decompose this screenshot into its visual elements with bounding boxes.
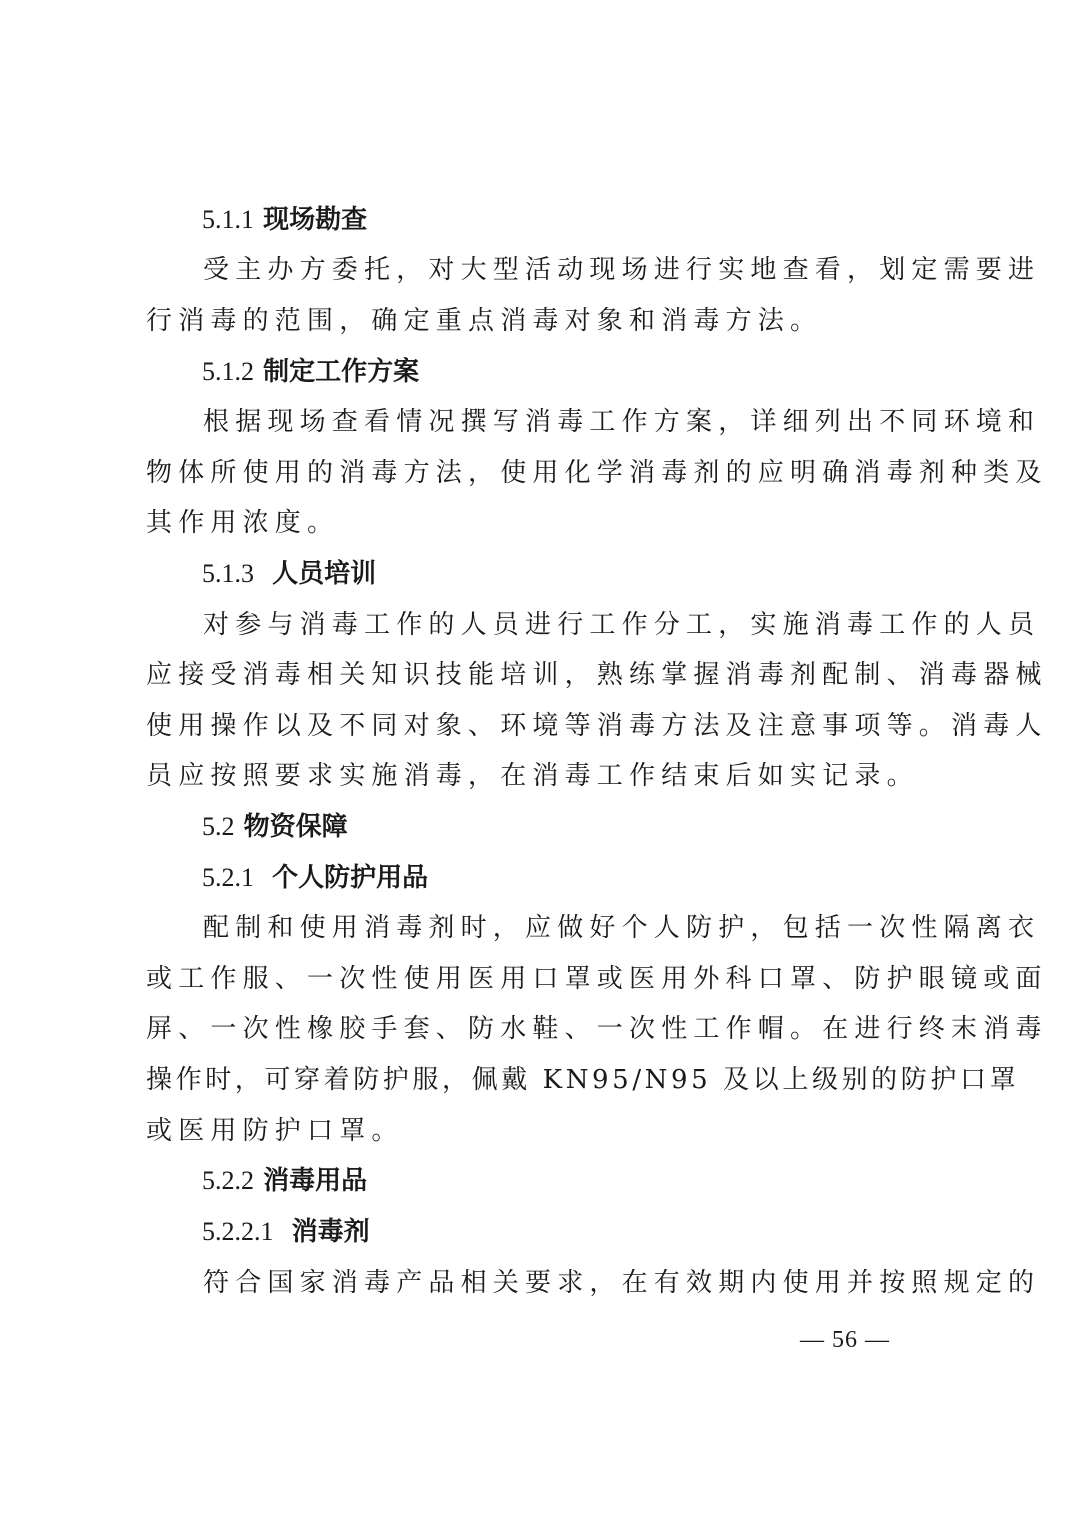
paragraph-line: 根据现场查看情况撰写消毒工作方案，详细列出不同环境和 [203, 407, 1041, 437]
paragraph-line: 物体所使用的消毒方法，使用化学消毒剂的应明确消毒剂种类及 [146, 458, 1048, 488]
paragraph-line: 受主办方委托，对大型活动现场进行实地查看，划定需要进 [203, 255, 1041, 285]
paragraph-line: 或工作服、一次性使用医用口罩或医用外科口罩、防护眼镜或面 [146, 964, 1048, 994]
paragraph-line: 配制和使用消毒剂时，应做好个人防护，包括一次性隔离衣 [203, 913, 1041, 943]
paragraph-line: 员应按照要求实施消毒，在消毒工作结束后如实记录。 [146, 761, 919, 791]
paragraph-line: 符合国家消毒产品相关要求，在有效期内使用并按照规定的 [203, 1268, 1041, 1298]
page-number: — 56 — [800, 1327, 890, 1353]
section-heading: 5.1.2 制定工作方案 [202, 357, 420, 387]
paragraph-line: 或医用防护口罩。 [146, 1116, 404, 1146]
paragraph-line: 应接受消毒相关知识技能培训，熟练掌握消毒剂配制、消毒器械 [146, 660, 1048, 690]
paragraph-line: 操作时，可穿着防护服，佩戴 KN95/N95 及以上级别的防护口罩 [146, 1065, 1020, 1095]
paragraph-line: 行消毒的范围，确定重点消毒对象和消毒方法。 [146, 306, 823, 336]
paragraph-line: 使用操作以及不同对象、环境等消毒方法及注意事项等。消毒人 [146, 711, 1048, 741]
paragraph-line: 对参与消毒工作的人员进行工作分工，实施消毒工作的人员 [203, 610, 1041, 640]
section-heading: 5.2.1 个人防护用品 [202, 863, 429, 893]
section-heading: 5.2 物资保障 [202, 812, 348, 842]
section-heading: 5.1.3 人员培训 [202, 559, 377, 589]
section-heading: 5.2.2 消毒用品 [202, 1166, 368, 1196]
section-heading: 5.1.1 现场勘查 [202, 205, 368, 235]
paragraph-line: 其作用浓度。 [146, 508, 340, 538]
paragraph-line: 屏、一次性橡胶手套、防水鞋、一次性工作帽。在进行终末消毒 [146, 1014, 1048, 1044]
section-heading: 5.2.2.1 消毒剂 [202, 1217, 370, 1247]
